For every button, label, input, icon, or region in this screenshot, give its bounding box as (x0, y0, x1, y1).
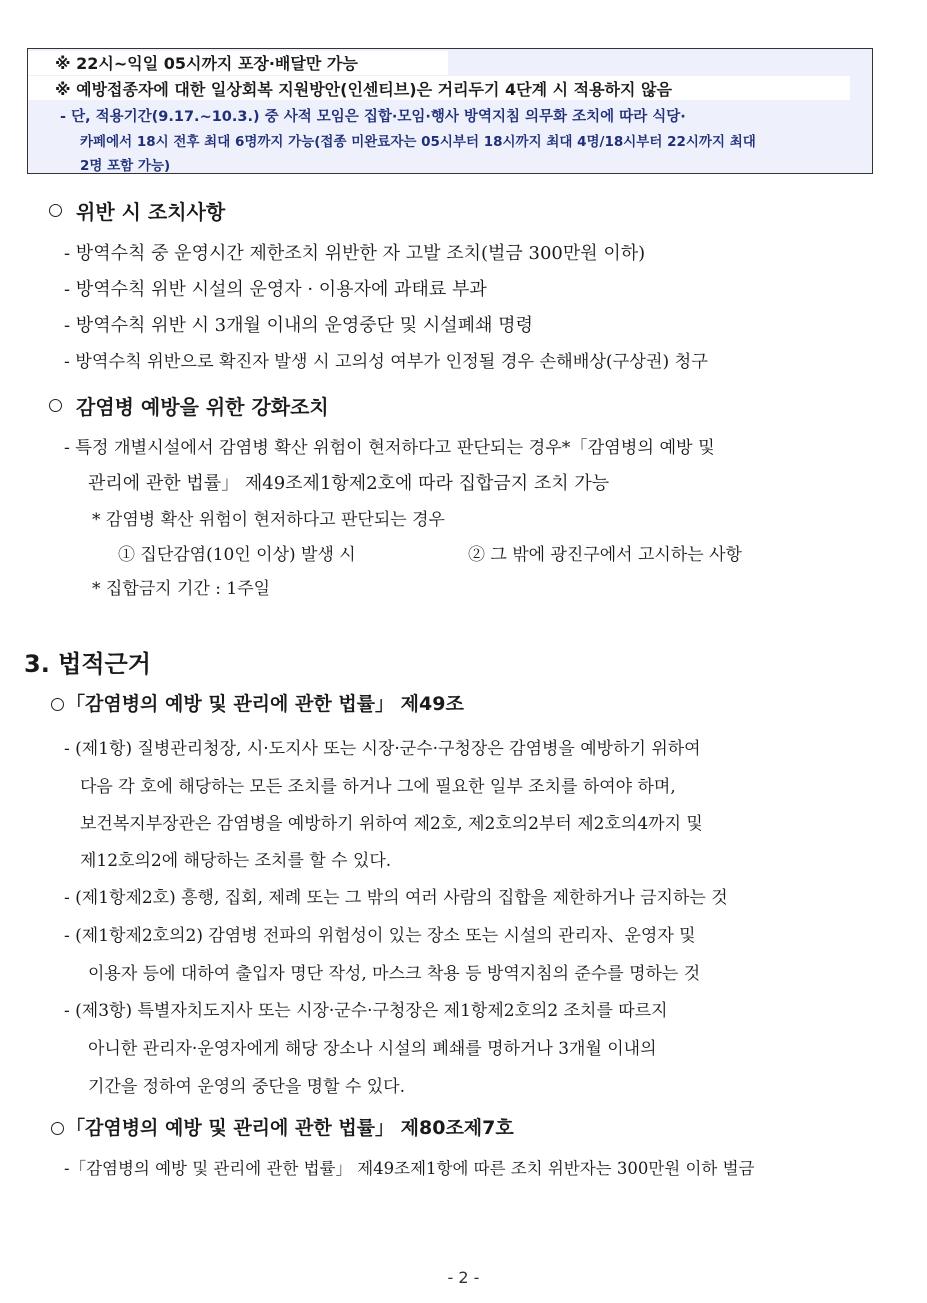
law1-line-6: - (제1항제2호의2) 감염병 전파의 위험성이 있는 장소 또는 시설의 관리자、운영자 및 (64, 926, 696, 946)
violation-item-4: - 방역수칙 위반으로 확진자 발생 시 고의성 여부가 인정될 경우 손해배상(구상권) 청구 (64, 352, 708, 372)
strengthen-line-2: 관리에 관한 법률」 제49조제1항제2호에 따라 집합금지 조치 가능 (88, 473, 610, 494)
circle-bullet-icon (51, 698, 64, 711)
circle-bullet-icon (49, 204, 62, 217)
law1-title: 「감염병의 예방 및 관리에 관한 법률」 제49조 (66, 693, 464, 715)
law1-line-3: 보건복지부장관은 감염병을 예방하기 위하여 제2호, 제2호의2부터 제2호의4까지 및 (80, 814, 703, 834)
legal-heading: 3. 법적근거 (24, 650, 151, 678)
law1-line-9: 아니한 관리자·운영자에게 해당 장소나 시설의 폐쇄를 명하거나 3개월 이내의 (88, 1039, 657, 1059)
strengthen-case-1: ① 집단감염(10인 이상) 발생 시 (118, 545, 356, 565)
law1-line-4: 제12호의2에 해당하는 조치를 할 수 있다. (80, 851, 392, 871)
violation-item-1: - 방역수칙 중 운영시간 제한조치 위반한 자 고발 조치(벌금 300만원 이하) (64, 243, 646, 264)
law1-line-8: - (제3항) 특별자치도지사 또는 시장·군수·구청장은 제1항제2호의2 조치를 따르지 (64, 1001, 668, 1021)
notice-line-1: ※ 22시~익일 05시까지 포장·배달만 가능 (55, 54, 358, 73)
law1-line-10: 기간을 정하여 운영의 중단을 명할 수 있다. (88, 1077, 406, 1097)
page-number: - 2 - (447, 1268, 480, 1287)
law1-line-1: - (제1항) 질병관리청장, 시·도지사 또는 시장·군수·구청장은 감염병을 예방하기 위하여 (64, 739, 701, 759)
circle-bullet-icon (51, 1122, 64, 1135)
strengthen-heading: 감염병 예방을 위한 강화조치 (76, 395, 329, 419)
law2-line: -「감염병의 예방 및 관리에 관한 법률」 제49조제1항에 따른 조치 위반자는 300만원 이하 벌금 (64, 1159, 755, 1178)
violation-item-2: - 방역수칙 위반 시설의 운영자 · 이용자에 과태료 부과 (64, 279, 487, 300)
law2-title: 「감염병의 예방 및 관리에 관한 법률」 제80조제7호 (66, 1117, 514, 1139)
notice-line-4: 카페에서 18시 전후 최대 6명까지 가능(접종 미완료자는 05시부터 18시까지 최대 4명/18시부터 22시까지 최대 (80, 134, 756, 150)
violation-item-3: - 방역수칙 위반 시 3개월 이내의 운영중단 및 시설폐쇄 명령 (64, 315, 533, 336)
violation-heading: 위반 시 조치사항 (76, 200, 226, 224)
notice-line-5: 2명 포함 가능) (80, 158, 171, 174)
notice-line-3: - 단, 적용기간(9.17.~10.3.) 중 사적 모임은 집합·모임·행사 방역지침 의무화 조치에 따라 식당· (60, 109, 686, 125)
notice-line-2: ※ 예방접종자에 대한 일상회복 지원방안(인센티브)은 거리두기 4단계 시 적용하지 않음 (55, 80, 672, 99)
strengthen-note-1: * 감염병 확산 위험이 현저하다고 판단되는 경우 (92, 510, 445, 530)
strengthen-line-1: - 특정 개별시설에서 감염병 확산 위험이 현저하다고 판단되는 경우*「감염병의 예방 및 (64, 438, 715, 458)
circle-bullet-icon (49, 399, 62, 412)
strengthen-note-2: * 집합금지 기간 : 1주일 (92, 579, 271, 599)
law1-line-2: 다음 각 호에 해당하는 모든 조치를 하거나 그에 필요한 일부 조치를 하여야 하며, (80, 777, 676, 797)
law1-line-7: 이용자 등에 대하여 출입자 명단 작성, 마스크 착용 등 방역지침의 준수를 명하는 것 (88, 964, 701, 984)
strengthen-case-2: ② 그 밖에 광진구에서 고시하는 사항 (468, 545, 742, 565)
law1-line-5: - (제1항제2호) 흥행, 집회, 제례 또는 그 밖의 여러 사람의 집합을 제한하거나 금지하는 것 (64, 888, 728, 908)
